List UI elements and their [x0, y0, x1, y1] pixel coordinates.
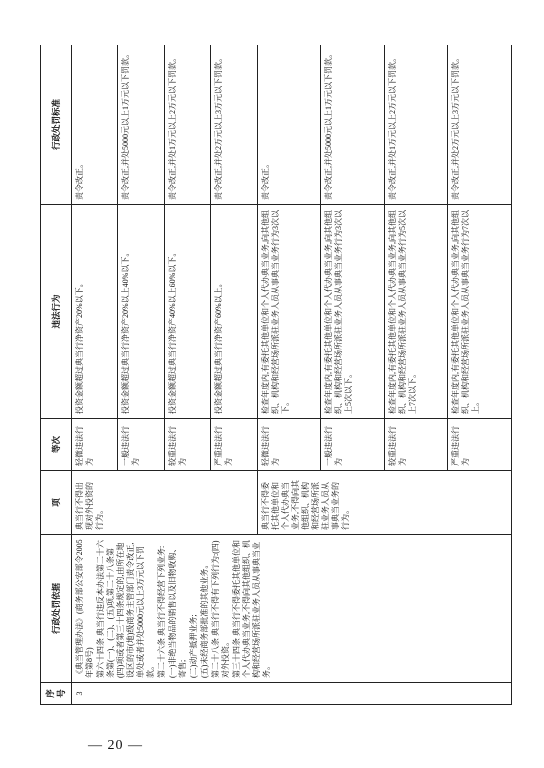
standard-cell: 责令改正。	[72, 45, 118, 205]
header-basis: 行政处罚依据	[41, 535, 72, 683]
standard-cell: 责令改正。	[257, 45, 321, 205]
grade-cell: 较重违法行为	[384, 419, 448, 471]
header-row	[41, 45, 72, 705]
standard-cell: 责令改正,并处5000元以上1万元以下罚款。	[118, 45, 164, 205]
standard-cell: 责令改正,并处1万元以上2万元以下罚款。	[384, 45, 448, 205]
page-number: — 20 —	[88, 738, 143, 753]
header-standard: 行政处罚标准	[41, 45, 72, 205]
grade-cell: 较重违法行为	[164, 419, 210, 471]
grade-cell: 轻微违法行为	[72, 419, 118, 471]
item-cell: 典当行不得委托其他单位和个人代办典当业务,不得向其他组织、机构和经营场所派驻业务人员从事典当业务的行为。	[257, 471, 511, 535]
basis-paragraph: 《典当管理办法》(商务部公安部令2005年第8号)	[75, 539, 94, 678]
header-grade: 等次	[41, 419, 72, 471]
conduct-cell: 投资金额超过典当行净资产40%以上60%以下。	[164, 205, 210, 419]
standard-cell: 责令改正,并处2万元以上3万元以下罚款。	[448, 45, 512, 205]
basis-cell	[72, 535, 512, 683]
grade-cell: 轻微违法行为	[257, 419, 321, 471]
row-number: 3	[72, 683, 512, 705]
grade-cell: 严重违法行为	[448, 419, 512, 471]
basis-paragraph: 第二十六条 典当行不得经营下列业务:	[157, 545, 166, 678]
grade-cell: 一般违法行为	[118, 419, 164, 471]
grade-cell: 一般违法行为	[321, 419, 385, 471]
penalty-table	[40, 45, 512, 705]
conduct-cell: 检查年度内,有委托其他单位和个人代办典当业务,向其他组织、机构和经营场所派驻业务人员从事典当业务行为5次以上7次以下。	[384, 205, 448, 419]
basis-paragraph: (一)非绝当物品的销售以及旧物收购、寄售;	[168, 544, 187, 678]
header-no: 序号	[41, 683, 72, 705]
table-area	[40, 45, 512, 705]
grade-cell: 严重违法行为	[211, 419, 257, 471]
standard-cell: 责令改正,并处1万元以上2万元以下罚款。	[164, 45, 210, 205]
basis-paragraph: 第六十四条 典当行违反本办法第二十六条第(一)、(二)、(五)项,第二十八条第(四)项或者第三十四条规定的,由所在地设区的市(地)级商务主管部门责令改正,单处或者并处5000元以上3万元以下罚款。	[96, 540, 155, 678]
table-row	[72, 45, 118, 705]
conduct-cell: 投资金额超过典当行净资产20%以上40%以下。	[118, 205, 164, 419]
basis-paragraph: (五)未经商务部批准的其他业务。	[200, 560, 209, 678]
basis-paragraph: 第二十八条 典当行不得有下列行为:(四)对外投资。	[211, 540, 230, 678]
standard-cell: 责令改正,并处2万元以上3万元以下罚款。	[211, 45, 257, 205]
basis-paragraph: 第三十四条 典当行不得委托其他单位和个人代办典当业务,不得向其他组织、机构和经营场所派驻业务人员从事典当业务。	[232, 540, 271, 678]
conduct-cell: 检查年度内,有委托其他单位和个人代办典当业务,向其他组织、机构和经营场所派驻业务人员从事典当业务行为7次以上。	[448, 205, 512, 419]
rotated-table-container	[40, 45, 512, 705]
header-item: 项	[41, 471, 72, 535]
standard-cell: 责令改正,并处5000元以上1万元以下罚款。	[321, 45, 385, 205]
basis-paragraph: (二)动产抵押业务;	[189, 614, 198, 678]
header-conduct: 违法行为	[41, 205, 72, 419]
conduct-cell: 投资金额超过典当行净资产60%以上。	[211, 205, 257, 419]
conduct-cell: 投资金额超过典当行净资产20%以下。	[72, 205, 118, 419]
conduct-cell: 检查年度内,有委托其他单位和个人代办典当业务,向其他组织、机构和经营场所派驻业务人员从事典当业务行为3次以上5次以下。	[321, 205, 385, 419]
item-cell: 典当行不得出现对外投资的行为。	[72, 471, 258, 535]
conduct-cell: 检查年度内,有委托其他单位和个人代办典当业务,向其他组织、机构和经营场所派驻业务人员从事典当业务行为3次以下。	[257, 205, 321, 419]
